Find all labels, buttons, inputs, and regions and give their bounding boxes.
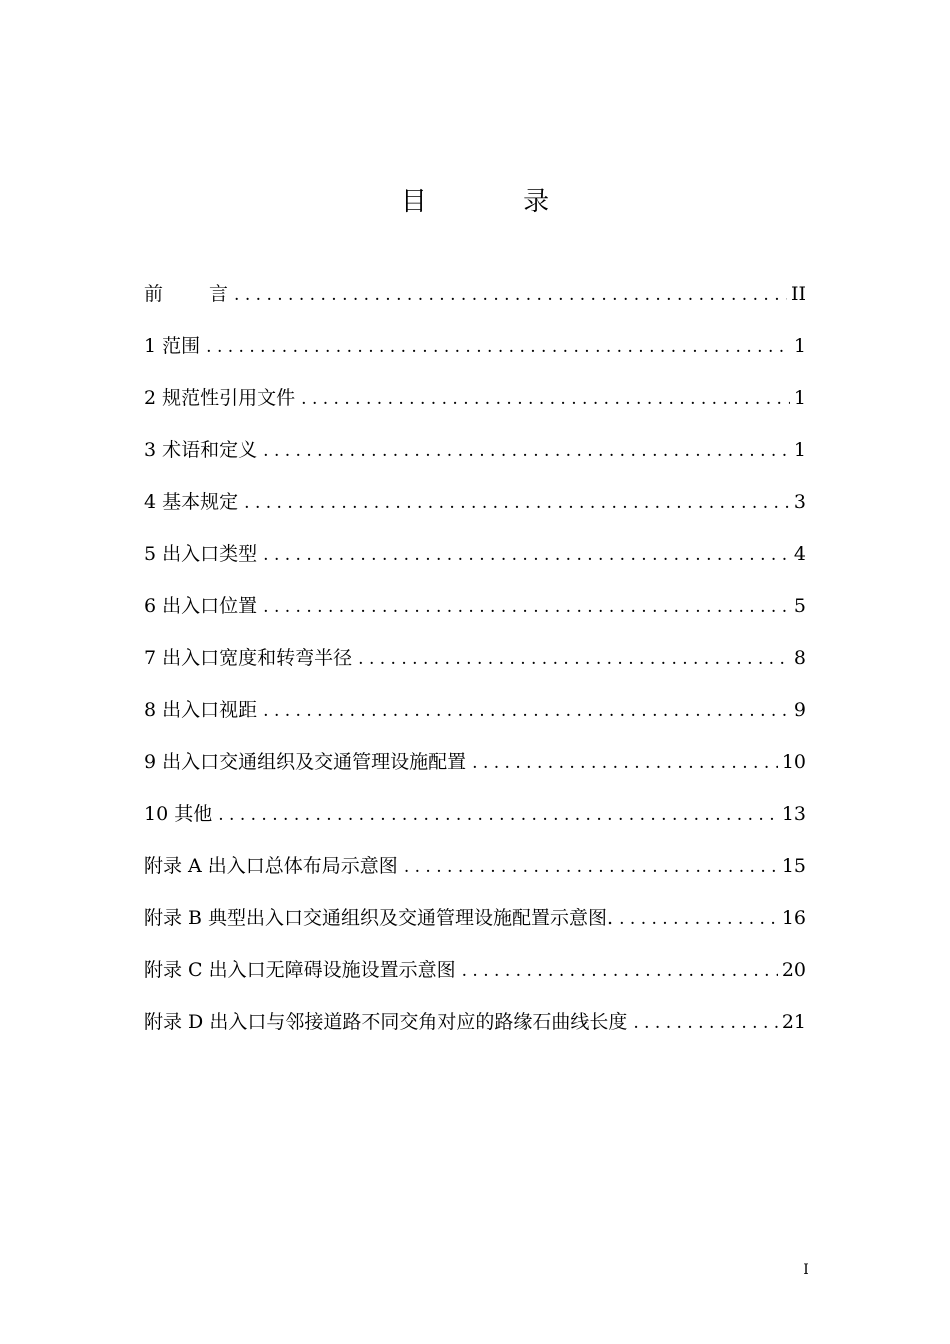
toc-entry-appendix-b[interactable] [144, 900, 806, 952]
toc-entry-page-number: 3 [793, 491, 806, 513]
dot-leader [633, 1005, 777, 1041]
toc-entry-page-number: 4 [793, 543, 806, 565]
dot-leader [244, 485, 790, 521]
dot-leader [301, 381, 790, 417]
toc-entry-label: 附录 D 出入口与邻接道路不同交角对应的路缘石曲线长度 [144, 1011, 628, 1033]
toc-entry-sight-distance[interactable] [144, 692, 806, 744]
toc-entry-label: 10 其他 [144, 803, 213, 825]
dot-leader [263, 433, 790, 469]
toc-entry-label: 8 出入口视距 [144, 699, 258, 721]
toc-entry-label: 附录 A 出入口总体布局示意图 [144, 855, 398, 877]
toc-entry-label: 前言 [144, 283, 229, 305]
toc-entry-page-number: 1 [793, 387, 806, 409]
dot-leader [358, 641, 790, 677]
toc-entry-label: 6 出入口位置 [144, 595, 258, 617]
toc-entry-width-turning-radius[interactable] [144, 640, 806, 692]
table-of-contents [144, 276, 806, 1056]
toc-entry-page-number: 8 [793, 647, 806, 669]
toc-entry-page-number: 20 [781, 959, 806, 981]
toc-entry-label: 9 出入口交通组织及交通管理设施配置 [144, 751, 467, 773]
toc-entry-appendix-d[interactable] [144, 1004, 806, 1056]
dot-leader [263, 537, 790, 573]
dot-leader [263, 589, 790, 625]
toc-entry-page-number: 1 [793, 335, 806, 357]
toc-entry-label: 3 术语和定义 [144, 439, 258, 461]
toc-entry-other[interactable] [144, 796, 806, 848]
toc-entry-label: 7 出入口宽度和转弯半径 [144, 647, 353, 669]
toc-entry-traffic-organization[interactable] [144, 744, 806, 796]
dot-leader [206, 329, 790, 365]
toc-entry-page-number: 16 [781, 907, 806, 929]
toc-entry-page-number: II [790, 283, 806, 305]
toc-entry-label: 1 范围 [144, 335, 201, 357]
page-title: 目 录 [400, 187, 594, 217]
toc-entry-label: 附录 B 典型出入口交通组织及交通管理设施配置示意图. [144, 907, 614, 929]
toc-entry-page-number: 13 [781, 803, 806, 825]
dot-leader [218, 797, 778, 833]
toc-entry-label: 2 规范性引用文件 [144, 387, 296, 409]
toc-entry-page-number: 10 [781, 751, 806, 773]
toc-entry-entrance-types[interactable] [144, 536, 806, 588]
toc-entry-terms-definitions[interactable] [144, 432, 806, 484]
toc-entry-entrance-location[interactable] [144, 588, 806, 640]
dot-leader [619, 901, 778, 937]
toc-entry-basic-provisions[interactable] [144, 484, 806, 536]
toc-entry-page-number: 9 [793, 699, 806, 721]
dot-leader [404, 849, 778, 885]
dot-leader [263, 693, 790, 729]
dot-leader [234, 277, 787, 313]
toc-entry-page-number: 5 [793, 595, 806, 617]
page-number: I [803, 1262, 809, 1278]
dot-leader [462, 953, 778, 989]
toc-entry-page-number: 15 [781, 855, 806, 877]
toc-entry-label: 4 基本规定 [144, 491, 239, 513]
toc-entry-page-number: 1 [793, 439, 806, 461]
toc-entry-page-number: 21 [781, 1011, 806, 1033]
toc-entry-appendix-c[interactable] [144, 952, 806, 1004]
toc-entry-label: 5 出入口类型 [144, 543, 258, 565]
dot-leader [472, 745, 778, 781]
toc-entry-scope[interactable] [144, 328, 806, 380]
toc-entry-label: 附录 C 出入口无障碍设施设置示意图 [144, 959, 456, 981]
toc-entry-appendix-a[interactable] [144, 848, 806, 900]
toc-entry-preface[interactable] [144, 276, 806, 328]
toc-entry-normative-references[interactable] [144, 380, 806, 432]
